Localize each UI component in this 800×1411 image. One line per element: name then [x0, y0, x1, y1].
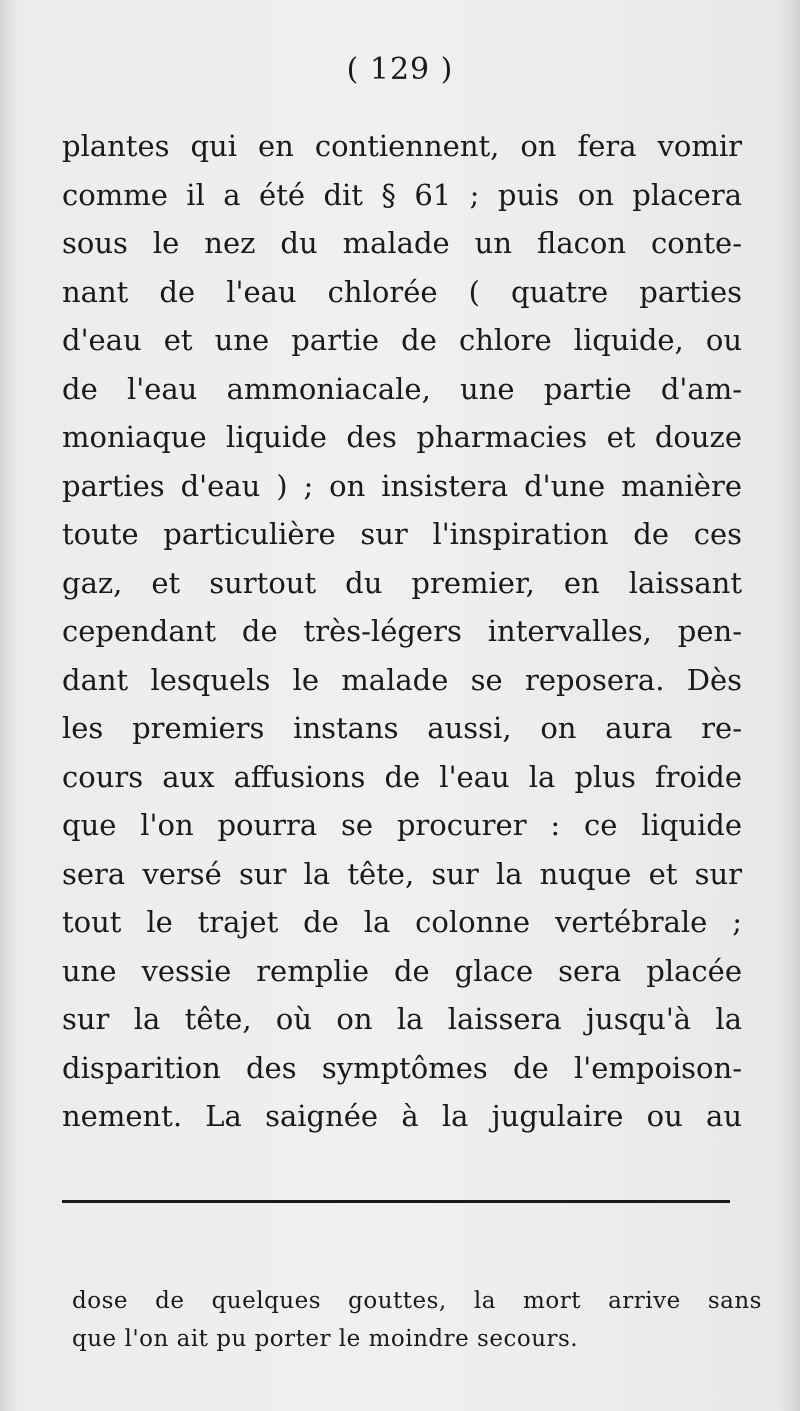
footnote-line: dose de quelques gouttes, la mort arrive sans — [72, 1288, 762, 1314]
text-line: cours aux affusions de l'eau la plus froide — [62, 759, 742, 794]
text-line: sur la tête, où on la laissera jusqu'à la — [62, 1002, 742, 1036]
main-text — [62, 122, 742, 1141]
text-line: de l'eau ammoniacale, une partie d'am- — [62, 371, 742, 406]
text-line: les premiers instans aussi, on aura re- — [62, 711, 742, 745]
text-line: dant lesquels le malade se reposera. Dès — [62, 662, 742, 697]
text-line: une vessie remplie de glace sera placée — [62, 953, 742, 988]
text-line: disparition des symptômes de l'empoison- — [62, 1050, 742, 1085]
text-line: tout le trajet de la colonne vertébrale ; — [62, 905, 742, 939]
footnote-separator-rule — [62, 1200, 730, 1203]
text-line: parties d'eau ) ; on insistera d'une manière — [62, 468, 742, 503]
text-line: sous le nez du malade un flacon conte- — [62, 226, 742, 260]
text-line: que l'on pourra se procurer : ce liquide — [62, 808, 742, 842]
text-line: gaz, et surtout du premier, en laissant — [62, 565, 742, 600]
footnote — [72, 1282, 762, 1358]
text-line: moniaque liquide des pharmacies et douze — [62, 420, 742, 454]
text-line: nement. La saignée à la jugulaire ou au — [62, 1099, 742, 1133]
page-number: ( 129 ) — [346, 52, 454, 87]
text-line: sera versé sur la tête, sur la nuque et sur — [62, 856, 742, 891]
text-line: nant de l'eau chlorée ( quatre parties — [62, 274, 742, 309]
text-line: plantes qui en contiennent, on fera vomir — [62, 129, 742, 163]
text-line: toute particulière sur l'inspiration de ces — [62, 517, 742, 551]
text-line: comme il a été dit § 61 ; puis on placera — [62, 177, 742, 212]
text-line: cependant de très-légers intervalles, pen- — [62, 614, 742, 648]
footnote-line: que l'on ait pu porter le moindre secours. — [72, 1326, 579, 1352]
show-through-bleed — [200, 1150, 208, 1184]
text-line: d'eau et une partie de chlore liquide, ou — [62, 323, 742, 357]
